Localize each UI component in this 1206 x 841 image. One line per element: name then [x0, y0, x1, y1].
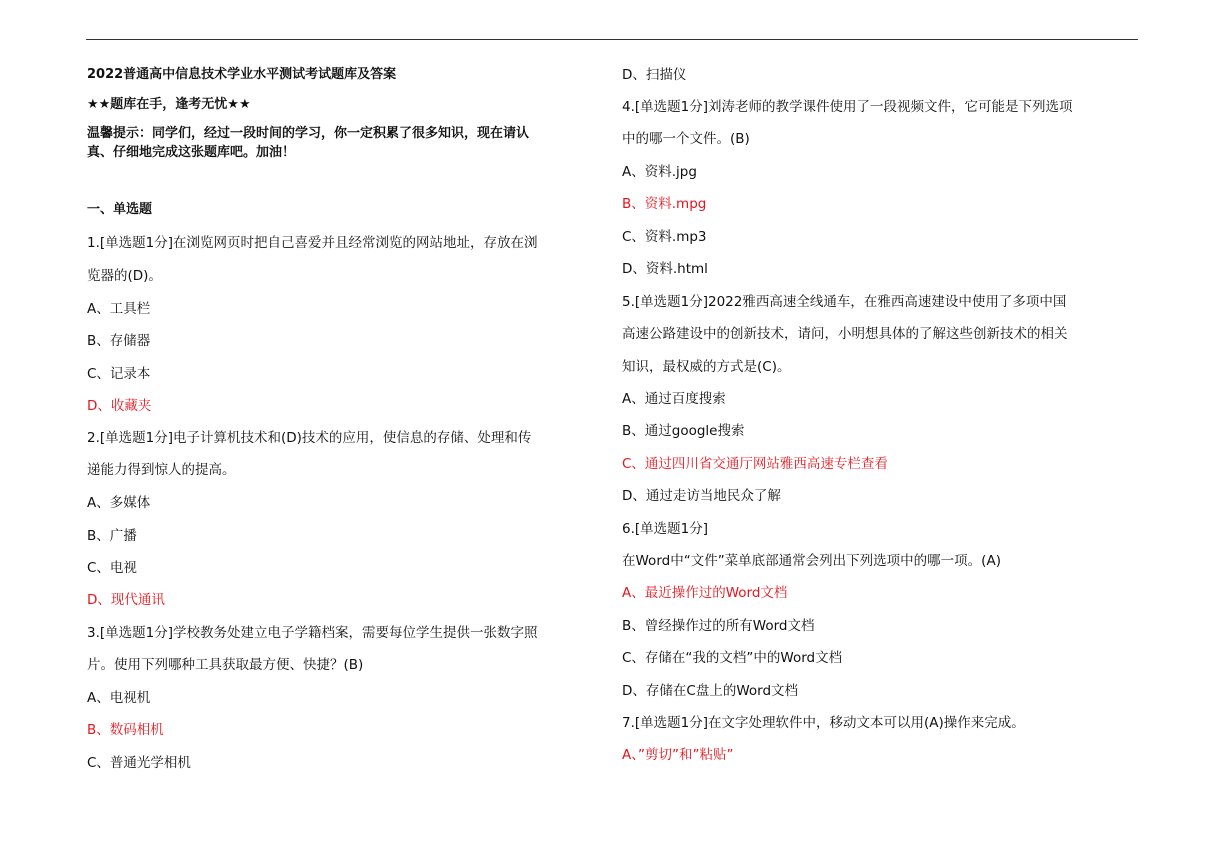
question-1-text: 1.[单选题1分]在浏览网页时把自己喜爱并且经常浏览的网站地址，存放在浏 — [87, 235, 538, 251]
q4-option-c: C、资料.mp3 — [622, 229, 707, 245]
question-5-text-cont: 高速公路建设中的创新技术，请问，小明想具体的了解这些创新技术的相关 — [622, 326, 1068, 342]
question-4-text: 4.[单选题1分]刘涛老师的教学课件使用了一段视频文件，它可能是下列选项 — [622, 99, 1073, 115]
q7-option-a-answer: A、”剪切”和”粘贴” — [622, 747, 734, 763]
q5-option-b: B、通过google搜索 — [622, 423, 745, 439]
q3-option-a: A、电视机 — [87, 690, 151, 706]
tip-line-1: 温馨提示：同学们，经过一段时间的学习，你一定积累了很多知识，现在请认 — [87, 126, 530, 141]
question-6-text-cont: 在Word中“文件”菜单底部通常会列出下列选项中的哪一项。(A) — [622, 553, 1001, 569]
q6-option-a-answer: A、最近操作过的Word文档 — [622, 585, 788, 601]
q5-option-d: D、通过走访当地民众了解 — [622, 488, 781, 504]
document-subtitle: ★★题库在手，逢考无忧★★ — [87, 97, 251, 112]
question-4-text-cont: 中的哪一个文件。(B) — [622, 131, 750, 147]
q2-option-c: C、电视 — [87, 560, 137, 576]
q4-option-a: A、资料.jpg — [622, 164, 697, 180]
question-6-text: 6.[单选题1分] — [622, 521, 709, 537]
q2-option-b: B、广播 — [87, 528, 137, 544]
q1-option-d-answer: D、收藏夹 — [87, 398, 152, 414]
q1-option-c: C、记录本 — [87, 366, 151, 382]
q1-option-a: A、工具栏 — [87, 301, 151, 317]
question-2-text: 2.[单选题1分]电子计算机技术和(D)技术的应用，使信息的存储、处理和传 — [87, 430, 532, 446]
question-5-text-cont-2: 知识，最权威的方式是(C)。 — [622, 359, 791, 375]
q5-option-c-answer: C、通过四川省交通厅网站雅西高速专栏查看 — [622, 456, 888, 472]
header-rule — [86, 39, 1138, 40]
q6-option-d: D、存储在C盘上的Word文档 — [622, 683, 799, 699]
q6-option-b: B、曾经操作过的所有Word文档 — [622, 618, 815, 634]
q4-option-b-answer: B、资料.mpg — [622, 196, 707, 212]
q5-option-a: A、通过百度搜索 — [622, 391, 726, 407]
tip-line-2: 真、仔细地完成这张题库吧。加油！ — [87, 145, 296, 160]
question-1-text-cont: 览器的(D)。 — [87, 268, 162, 284]
question-2-text-cont: 递能力得到惊人的提高。 — [87, 462, 236, 478]
section-heading: 一、单选题 — [87, 202, 153, 217]
question-7-text: 7.[单选题1分]在文字处理软件中，移动文本可以用(A)操作来完成。 — [622, 715, 1025, 731]
question-3-text-cont: 片。使用下列哪种工具获取最方便、快捷？(B) — [87, 657, 364, 673]
question-5-text: 5.[单选题1分]2022雅西高速全线通车，在雅西高速建设中使用了多项中国 — [622, 294, 1067, 310]
q3-option-c: C、普通光学相机 — [87, 755, 191, 771]
q3-option-b-answer: B、数码相机 — [87, 722, 164, 738]
question-3-text: 3.[单选题1分]学校教务处建立电子学籍档案，需要每位学生提供一张数字照 — [87, 625, 538, 641]
document-title: 2022普通高中信息技术学业水平测试考试题库及答案 — [87, 67, 397, 82]
q6-option-c: C、存储在“我的文档”中的Word文档 — [622, 650, 843, 666]
q2-option-a: A、多媒体 — [87, 495, 151, 511]
q4-option-d: D、资料.html — [622, 261, 708, 277]
q2-option-d-answer: D、现代通讯 — [87, 592, 165, 608]
q3-option-d: D、扫描仪 — [622, 67, 687, 83]
q1-option-b: B、存储器 — [87, 333, 151, 349]
